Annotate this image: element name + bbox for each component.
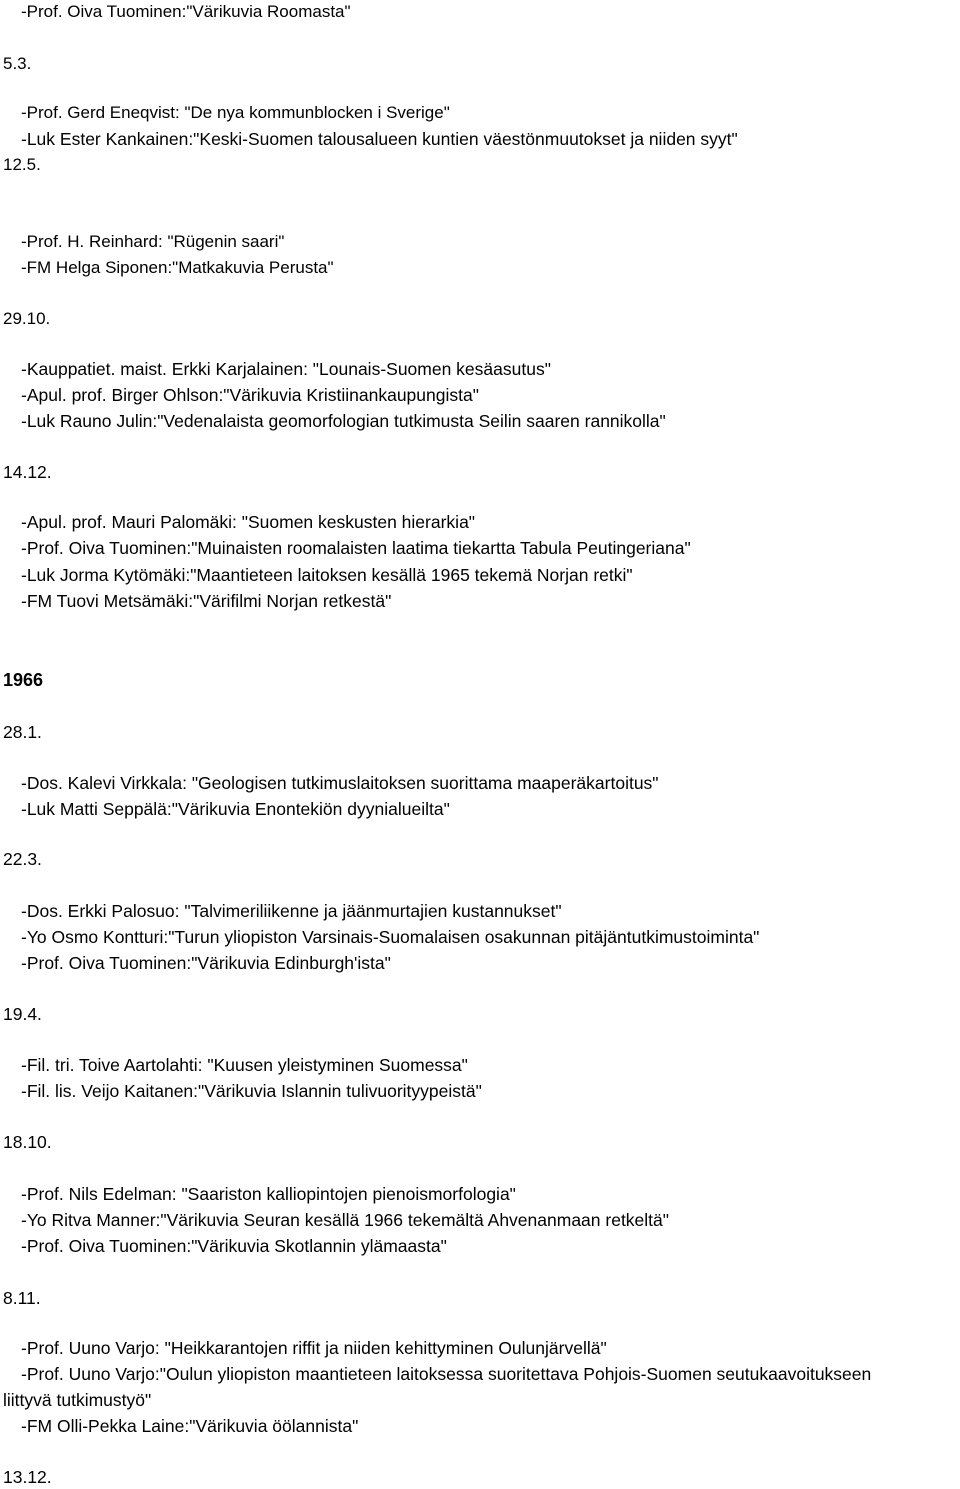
date-heading: 22.3.: [3, 849, 42, 869]
entry-line: -Fil. lis. Veijo Kaitanen:"Värikuvia Islannin tulivuorityypeistä": [21, 1081, 482, 1101]
entry-line: -Prof. Oiva Tuominen:"Värikuvia Skotlannin ylämaasta": [21, 1236, 447, 1256]
date-heading: 5.3.: [3, 54, 32, 73]
entry-line: -Dos. Erkki Palosuo: "Talvimeriliikenne ja jäänmurtajien kustannukset": [21, 901, 562, 921]
entry-line: -Prof. Oiva Tuominen:"Muinaisten roomalaisten laatima tiekartta Tabula Peutingeriana": [21, 538, 691, 558]
date-heading: 28.1.: [3, 722, 42, 742]
entry-line-continuation: liittyvä tutkimustyö": [3, 1390, 152, 1410]
entry-line: -Prof. Uuno Varjo:"Oulun yliopiston maantieteen laitoksessa suoritettava Pohjois-Suomen seutukaavoitukseen: [21, 1364, 872, 1384]
entry-line: -Yo Osmo Kontturi:"Turun yliopiston Varsinais-Suomalaisen osakunnan pitäjäntutkimustoiminta": [21, 927, 760, 947]
entry-line: -FM Olli-Pekka Laine:"Värikuvia öölannista": [21, 1416, 359, 1436]
date-heading: 14.12.: [3, 462, 52, 482]
entry-line: -Luk Rauno Julin:"Vedenalaista geomorfologian tutkimusta Seilin saaren rannikolla": [21, 411, 666, 431]
entry-line: -Luk Jorma Kytömäki:"Maantieteen laitoksen kesällä 1965 tekemä Norjan retki": [21, 565, 633, 585]
entry-line: -Apul. prof. Mauri Palomäki: "Suomen keskusten hierarkia": [21, 512, 476, 532]
entry-line: -Luk Matti Seppälä:"Värikuvia Enontekiön dyynialueilta": [21, 799, 450, 819]
entry-line: -FM Helga Siponen:"Matkakuvia Perusta": [21, 258, 334, 277]
entry-line: -Prof. Nils Edelman: "Saariston kalliopintojen pienoismorfologia": [21, 1184, 516, 1204]
entry-line: -Prof. H. Reinhard: "Rügenin saari": [21, 232, 285, 251]
entry-line: -Prof. Gerd Eneqvist: "De nya kommunblocken i Sverige": [21, 103, 450, 122]
entry-line: -Yo Ritva Manner:"Värikuvia Seuran kesällä 1966 tekemältä Ahvenanmaan retkeltä": [21, 1210, 669, 1230]
entry-line: -Prof. Oiva Tuominen:"Värikuvia Roomasta": [21, 2, 351, 21]
date-heading: 18.10.: [3, 1132, 52, 1152]
date-heading: 8.11.: [3, 1288, 41, 1308]
entry-line: -Prof. Uuno Varjo: "Heikkarantojen riffit ja niiden kehittyminen Oulunjärvellä": [21, 1338, 607, 1358]
entry-line: -FM Tuovi Metsämäki:"Värifilmi Norjan retkestä": [21, 591, 392, 611]
entry-line: -Dos. Kalevi Virkkala: "Geologisen tutkimuslaitoksen suorittama maaperäkartoitus": [21, 773, 659, 793]
entry-line: -Fil. tri. Toive Aartolahti: "Kuusen yleistyminen Suomessa": [21, 1055, 468, 1075]
date-heading: 29.10.: [3, 309, 51, 328]
entry-line: -Apul. prof. Birger Ohlson:"Värikuvia Kristiinankaupungista": [21, 385, 479, 405]
entry-line: -Luk Ester Kankainen:"Keski-Suomen talousalueen kuntien väestönmuutokset ja niiden syyt": [21, 129, 738, 149]
entry-line: -Kauppatiet. maist. Erkki Karjalainen: "Lounais-Suomen kesäasutus": [21, 359, 551, 379]
date-heading: 13.12.: [3, 1467, 52, 1487]
date-heading: 12.5.: [3, 155, 41, 174]
date-heading: 19.4.: [3, 1004, 42, 1024]
year-heading: 1966: [3, 670, 44, 690]
entry-line: -Prof. Oiva Tuominen:"Värikuvia Edinburgh'ista": [21, 953, 391, 973]
